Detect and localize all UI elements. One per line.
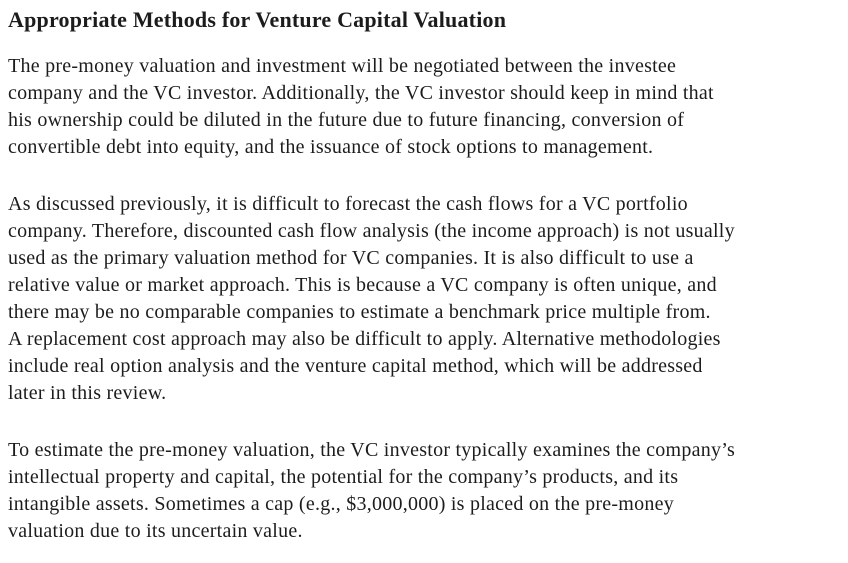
text-line: his ownership could be diluted in the future due to future financing, conversion of xyxy=(8,109,685,131)
text-line: there may be no comparable companies to estimate a benchmark price multiple from. xyxy=(8,301,711,323)
text-line: A replacement cost approach may also be difficult to apply. Alternative methodologies xyxy=(8,328,721,350)
text-line: intangible assets. Sometimes a cap (e.g., $3,000,000) is placed on the pre-money xyxy=(8,493,674,515)
text-line: valuation due to its uncertain value. xyxy=(8,520,303,542)
text-line: relative value or market approach. This is because a VC company is often unique, and xyxy=(8,274,717,296)
text-line: used as the primary valuation method for VC companies. It is also difficult to use a xyxy=(8,247,694,269)
text-line: The pre-money valuation and investment will be negotiated between the investee xyxy=(8,55,677,77)
paragraph-valuation-methods xyxy=(8,191,838,407)
text-line: include real option analysis and the venture capital method, which will be addressed xyxy=(8,355,703,377)
text-line: company and the VC investor. Additionally, the VC investor should keep in mind that xyxy=(8,82,714,104)
text-line: To estimate the pre-money valuation, the VC investor typically examines the company’s xyxy=(8,439,736,461)
page-title: Appropriate Methods for Venture Capital Valuation xyxy=(8,7,507,32)
text-line: later in this review. xyxy=(8,382,167,404)
text-line: intellectual property and capital, the potential for the company’s products, and its xyxy=(8,466,679,488)
text-line: As discussed previously, it is difficult to forecast the cash flows for a VC portfolio xyxy=(8,193,688,215)
paragraph-intro xyxy=(8,53,838,161)
paragraph-pre-money-estimation xyxy=(8,437,838,545)
text-line: convertible debt into equity, and the issuance of stock options to management. xyxy=(8,136,654,158)
text-line: company. Therefore, discounted cash flow analysis (the income approach) is not usually xyxy=(8,220,735,242)
